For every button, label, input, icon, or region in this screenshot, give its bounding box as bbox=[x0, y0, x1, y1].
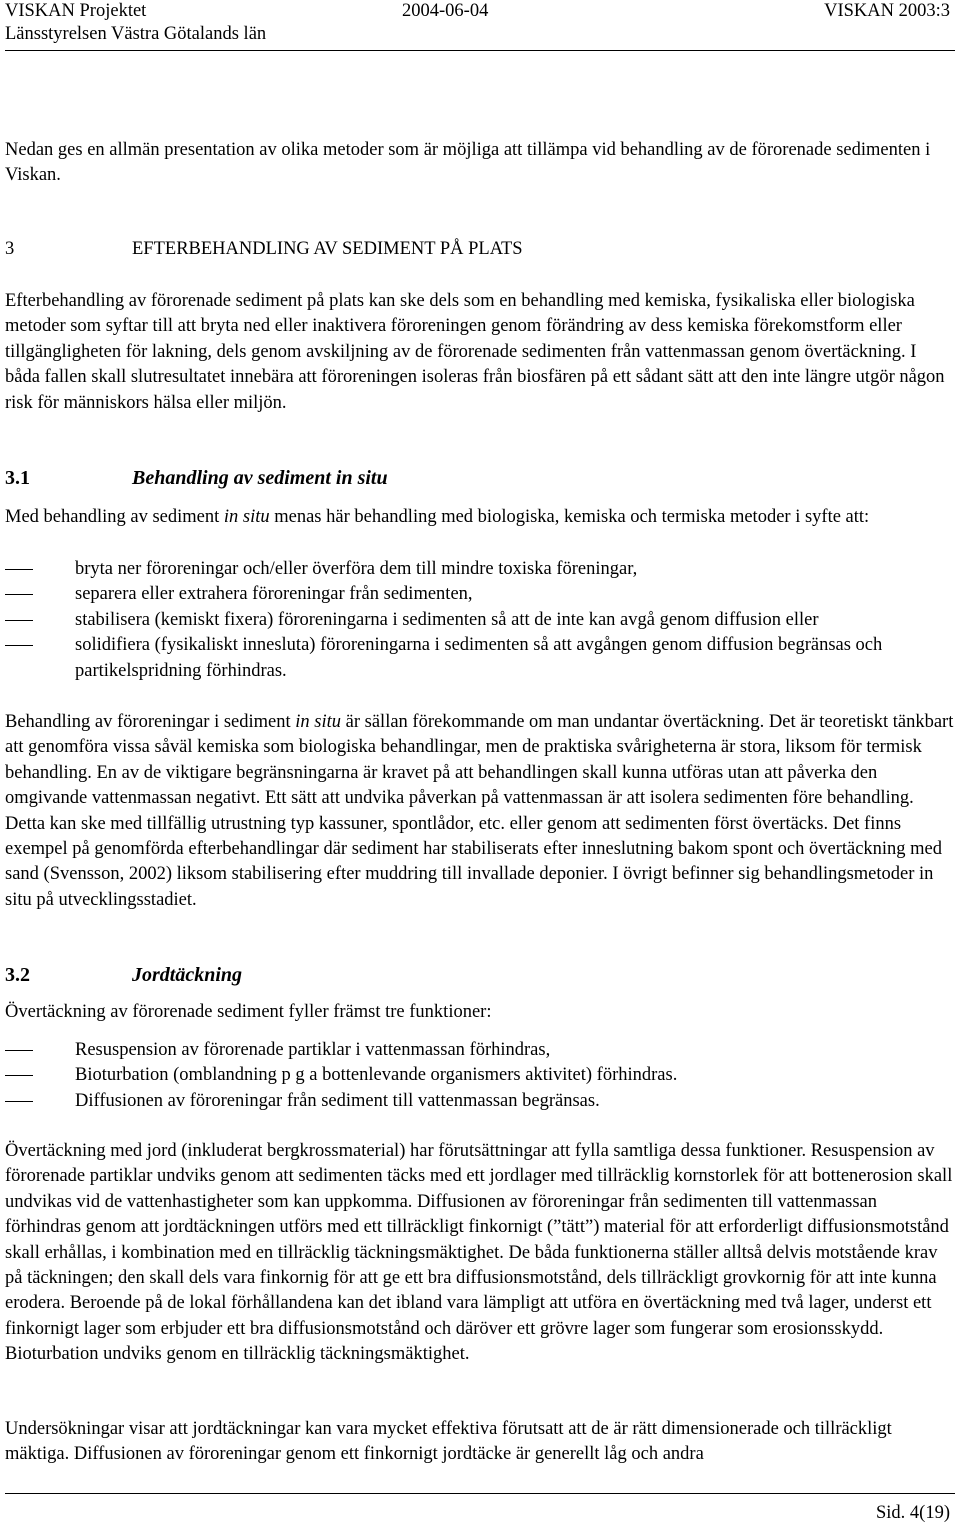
page-number: Sid. 4(19) bbox=[876, 1503, 950, 1523]
list-item: bryta ner föroreningar och/eller överföra dem till mindre toxiska föreningar, bbox=[5, 557, 955, 582]
section-3-2-heading bbox=[5, 962, 242, 988]
header-organization: Länsstyrelsen Västra Götalands län bbox=[5, 24, 267, 44]
section-3-2-intro: Övertäckning av förorenade sediment fyller främst tre funktioner: bbox=[5, 1002, 492, 1022]
intro-paragraph: Nedan ges en allmän presentation av olika metoder som är möjliga att tillämpa vid behandling av de förorenade sedimenten i Viskan. bbox=[5, 140, 931, 186]
section-3-1-heading bbox=[5, 465, 388, 491]
header-divider bbox=[5, 50, 955, 51]
section-3-2-paragraph-1: Övertäckning med jord (inkluderat bergkrossmaterial) har förutsättningar att fylla samtliga dessa funktioner. Resuspension av förorenade partiklar undviks genom att sedimenten täcks med ett jordlager med tillräcklig kornstorlek för att bottenerosion skall undvikas vid de vattenhastigheter som kan uppkomma. Diffusionen av föroreningar från sedimenten till vattenmassan förhindras genom att jordtäckningen utförs med ett tillräckligt finkornigt (”tätt”) material för att erforderligt diffusionsmotstånd skall erhållas, i kombination med en tillräcklig täckningsmäktighet. De båda funktionerna ställer alltså delvis motstående krav på täckningen; den skall dels vara finkornig för att ge ett bra diffusionsmotstånd, dels tillräckligt grovkornig för att inte kunna erodera. Beroende på de lokal förhållandena kan det ibland vara lämpligt att utföra en övertäckning med två lager, underst ett finkornigt lager som erbjuder ett bra diffusionsmotstånd och däröver ett grövre lager som fungerar som erosionsskydd. Bioturbation undviks genom en tillräcklig täckningsmäktighet. bbox=[5, 1141, 953, 1365]
section-3-number: 3 bbox=[5, 239, 15, 259]
section-3-heading bbox=[5, 237, 523, 262]
section-3-1-list bbox=[5, 557, 955, 684]
list-item: separera eller extrahera föroreningar från sedimenten, bbox=[5, 582, 955, 607]
section-3-1-intro bbox=[5, 505, 955, 530]
header-date: 2004-06-04 bbox=[402, 1, 489, 21]
footer-divider bbox=[5, 1493, 955, 1494]
section-3-1-paragraph-italic: in situ bbox=[295, 712, 342, 732]
list-item: stabilisera (kemiskt fixera) föroreningarna i sedimenten så att de inte kan avgå genom diffusion eller bbox=[5, 608, 955, 633]
list-item: solidifiera (fysikaliskt innesluta) föroreningarna i sedimenten så att avgången genom diffusion begränsas och partikelspridning förhindras. bbox=[5, 633, 955, 684]
list-item: Diffusionen av föroreningar från sediment till vattenmassan begränsas. bbox=[5, 1089, 955, 1114]
section-3-paragraph: Efterbehandling av förorenade sediment på plats kan ske dels som en behandling med kemiska, fysikaliska eller biologiska metoder som syftar till att bryta ned eller inaktivera föroreningen genom förändring av dess kemiska förekomstform eller tillgängligheten för lakning, dels genom avskiljning av de förorenade sedimenten från vattenmassan genom övertäckning. I båda fallen skall slutresultatet innebära att föroreningen isoleras från biosfären på ett sådant sätt att den inte längre utgör någon risk för människors hälsa eller miljön. bbox=[5, 291, 945, 413]
section-3-1-title: Behandling av sediment in situ bbox=[132, 467, 388, 489]
section-3-1-paragraph-text-b: är sällan förekommande om man undantar övertäckning. Det är teoretiskt tänkbart att genomföra vissa såväl kemiska som biologiska behandlingar, men de praktiska svårigheterna är stora, liksom för termisk behandling. En av de viktigare begränsningarna är kravet på att behandlingen skall kunna utföras utan att påverka den omgivande vattenmassan negativt. Ett sätt att undvika påverkan på vattenmassan är att isolera sedimenten före behandling. Detta kan ske med tillfällig utrustning typ kassuner, spontlådor, etc. eller genom att sedimenten först övertäcks. Det finns exempel på genomförda efterbehandlingar där sediment har stabiliserats efter inneslutning bakom spont och övertäckning med sand (Svensson, 2002) liksom stabilisering efter muddring till invallade deponier. I övrigt befinner sig behandlingsmetoder in situ på utvecklingsstadiet. bbox=[5, 712, 954, 910]
section-3-1-paragraph-text-a: Behandling av föroreningar i sediment bbox=[5, 712, 296, 732]
section-3-1-intro-text-b: menas här behandling med biologiska, kemiska och termiska metoder i syfte att: bbox=[269, 507, 870, 527]
section-3-1-number: 3.1 bbox=[5, 467, 30, 489]
header-report-id: VISKAN 2003:3 bbox=[824, 1, 950, 21]
section-3-2-title: Jordtäckning bbox=[132, 964, 243, 986]
section-3-1-paragraph bbox=[5, 710, 955, 913]
header-project: VISKAN Projektet bbox=[5, 1, 147, 21]
section-3-1-intro-text-a: Med behandling av sediment bbox=[5, 507, 224, 527]
section-3-2-number: 3.2 bbox=[5, 964, 30, 986]
list-item: Bioturbation (omblandning p g a bottenlevande organismers aktivitet) förhindras. bbox=[5, 1063, 955, 1088]
section-3-2-paragraph-2: Undersökningar visar att jordtäckningar kan vara mycket effektiva förutsatt att de är rätt dimensionerade och tillräckligt mäktiga. Diffusionen av föroreningar genom ett finkornigt jordtäcke är generellt låg och andra bbox=[5, 1419, 892, 1465]
list-item: Resuspension av förorenade partiklar i vattenmassan förhindras, bbox=[5, 1038, 955, 1063]
section-3-2-list bbox=[5, 1038, 955, 1114]
section-3-title: EFTERBEHANDLING AV SEDIMENT PÅ PLATS bbox=[132, 239, 523, 259]
section-3-1-intro-italic: in situ bbox=[223, 507, 270, 527]
